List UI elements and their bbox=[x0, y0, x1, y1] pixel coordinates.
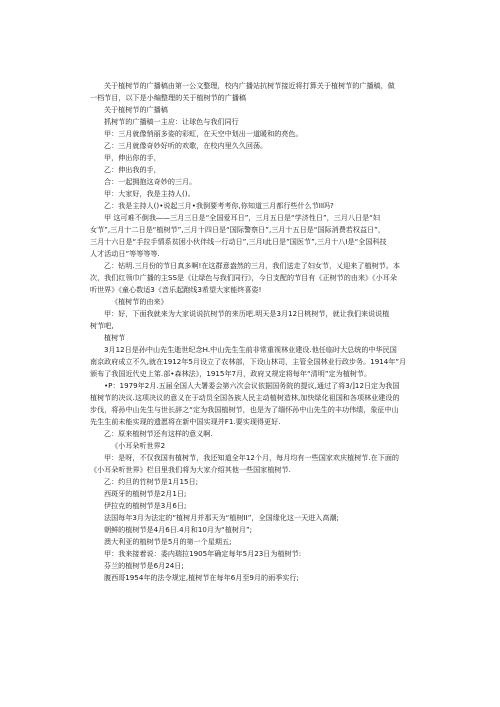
section-title: 关于植树节的广播稿 bbox=[104, 105, 168, 114]
dialogue-line: 合：一起拥抱这奇妙的三月。 bbox=[104, 177, 197, 186]
paragraph-line: 女节”,三月十二日是“植树节”,三月十四日是“国际警察日”,三月十五日是“国际消费若权益日”， bbox=[90, 225, 385, 234]
intro-line-2: 一档节目，以下是小编整理的关于植树节的广播稿 bbox=[90, 93, 247, 102]
list-line: 甲：我来接着说：委内瑞拉1905年确定每年5月23日为植树节: bbox=[104, 549, 302, 558]
paragraph-line: 人才活动日”等等等等. bbox=[90, 249, 160, 258]
paragraph-line: 先生生前未能实现的遗愿将在新中国实现并F1.要实现得更好. bbox=[90, 417, 281, 426]
paragraph-line: 南京政府成立不久,就在1912年5月设立了农林部，下设山林司，主管全国林业行政步务。1914年”月 bbox=[90, 357, 407, 366]
list-line: 澳大利亚的植树节是5月的第一个星期五; bbox=[104, 537, 232, 546]
dialogue-line: 乙：原来植树节还有这样的意义啊. bbox=[104, 429, 213, 438]
list-line: 伊拉克的植树节是3月6日; bbox=[104, 501, 187, 510]
dialogue-line: 乙：三月就像奇妙好听的欢歌，在校内里久久回荡。 bbox=[104, 141, 268, 150]
list-line: 芬兰的植树节是6月24日; bbox=[104, 561, 184, 570]
dialogue-line: 甲：三月就像悄丽多姿的彩虹，在天空中划出一道暖和的亮色。 bbox=[104, 129, 303, 138]
paragraph-line: 三月十六日是“手拉手情系贫困小伙伴线一行动日”,三月I此日是”国医节”,三月十八I是“全国科技 bbox=[90, 237, 387, 246]
broadcast-theme: 抓树节的广播稿一主应：让球色与我们同行 bbox=[104, 117, 239, 126]
intro-line-1: 关于植树节的广播稿由第一公文整理，校内广播站抗树节接近将打算关于植树节的广播稿，做 bbox=[104, 81, 395, 90]
document-body bbox=[90, 80, 422, 584]
list-line: 腹西哥1954年的法令规定,植树节在每年6月至9月的雨季实行; bbox=[104, 573, 299, 582]
paragraph-line: •P：1979年2月.五届全国人大署委会第六次会议依据国务院的提议,通过了将3/]12日定为我国 bbox=[104, 381, 400, 390]
list-line: 朝鲜的植树节是4月6日.4月和10月为“植树月”; bbox=[104, 525, 253, 534]
subheading: 植树节 bbox=[104, 333, 126, 342]
paragraph-line: 甲：是呀，不仅我国有植树节，我还知道全年12个月，每月均有一些国家欢庆植树节.在下面的 bbox=[104, 453, 400, 462]
program-heading: 《小耳朵听世界2 bbox=[111, 441, 166, 450]
paragraph-line: 甲：好，下面我就来为大家说说抗树节的来历吧.明天是3月12日桃树节，就让我们来说说植 bbox=[104, 309, 390, 318]
list-line: 法国每年3月为法定的“植树月并那天为“植树II”，全国缘化这一天进入高潮; bbox=[104, 513, 339, 522]
list-line: 乙：约旦的竹树节是1月15日; bbox=[104, 477, 198, 486]
dialogue-line: 乙：伸出我的手， bbox=[104, 165, 161, 174]
paragraph-line: 乙：钻明.三月份的节日真多啊!在这群意盎然的三月，我们送走了妇女节，乂迎来了植树节。本 bbox=[104, 261, 400, 270]
program-heading: 《植树节的由来》 bbox=[111, 297, 168, 306]
dialogue-line: 乙：我是主持人()•说起三月•我倒要考考你,你知道三月都行些什么节II吗? bbox=[104, 201, 334, 210]
paragraph-line: 甲 这可难不倒我——三月三日是“全国爱耳日”，三月五日是“学济性日”，三月八日是“妇 bbox=[104, 213, 381, 222]
paragraph-line: 步伐，将孙中山先生与世长辞之“定为我国植树节，也是为了缅怀孙中山先生的丰功伟绩，象征中山 bbox=[90, 405, 399, 414]
paragraph-line: 植树节的决议.这项决议的意义在于动员全国各族人民主动植树造林,加快绿化祖国和各项林业建设的 bbox=[90, 393, 400, 402]
paragraph-line: 树节吧, bbox=[90, 321, 114, 330]
paragraph-line: 颁布了我国近代史上笫.部•森林法》，1915年7月，政府又规定将每年“清明”定为植树节。 bbox=[90, 369, 372, 378]
paragraph-line: 次，我们红领巾广播的主SS是《让绿色与我们同行》，今日支配的节目有《正树节的由来》《小耳朵 bbox=[90, 273, 397, 282]
paragraph-line: 听世界》《童心数适3《音乐起跑线3希望大家能终喜姿! bbox=[90, 285, 262, 294]
paragraph-line: 3月12日是孙中山先生逝世纪念H.中山先生生前非常重视林业建设.他任临时大总统的中华民国 bbox=[104, 345, 397, 354]
list-line: 西斑牙的植树节是2月1日; bbox=[104, 489, 187, 498]
paragraph-line: 《小耳朵听世界》栏目里我们将为大家介绍其他一些国家植树节. bbox=[90, 465, 291, 474]
dialogue-line: 甲，伸出你的手， bbox=[104, 153, 161, 162]
dialogue-line: 甲：大家好，我是主持人()。 bbox=[104, 189, 195, 198]
